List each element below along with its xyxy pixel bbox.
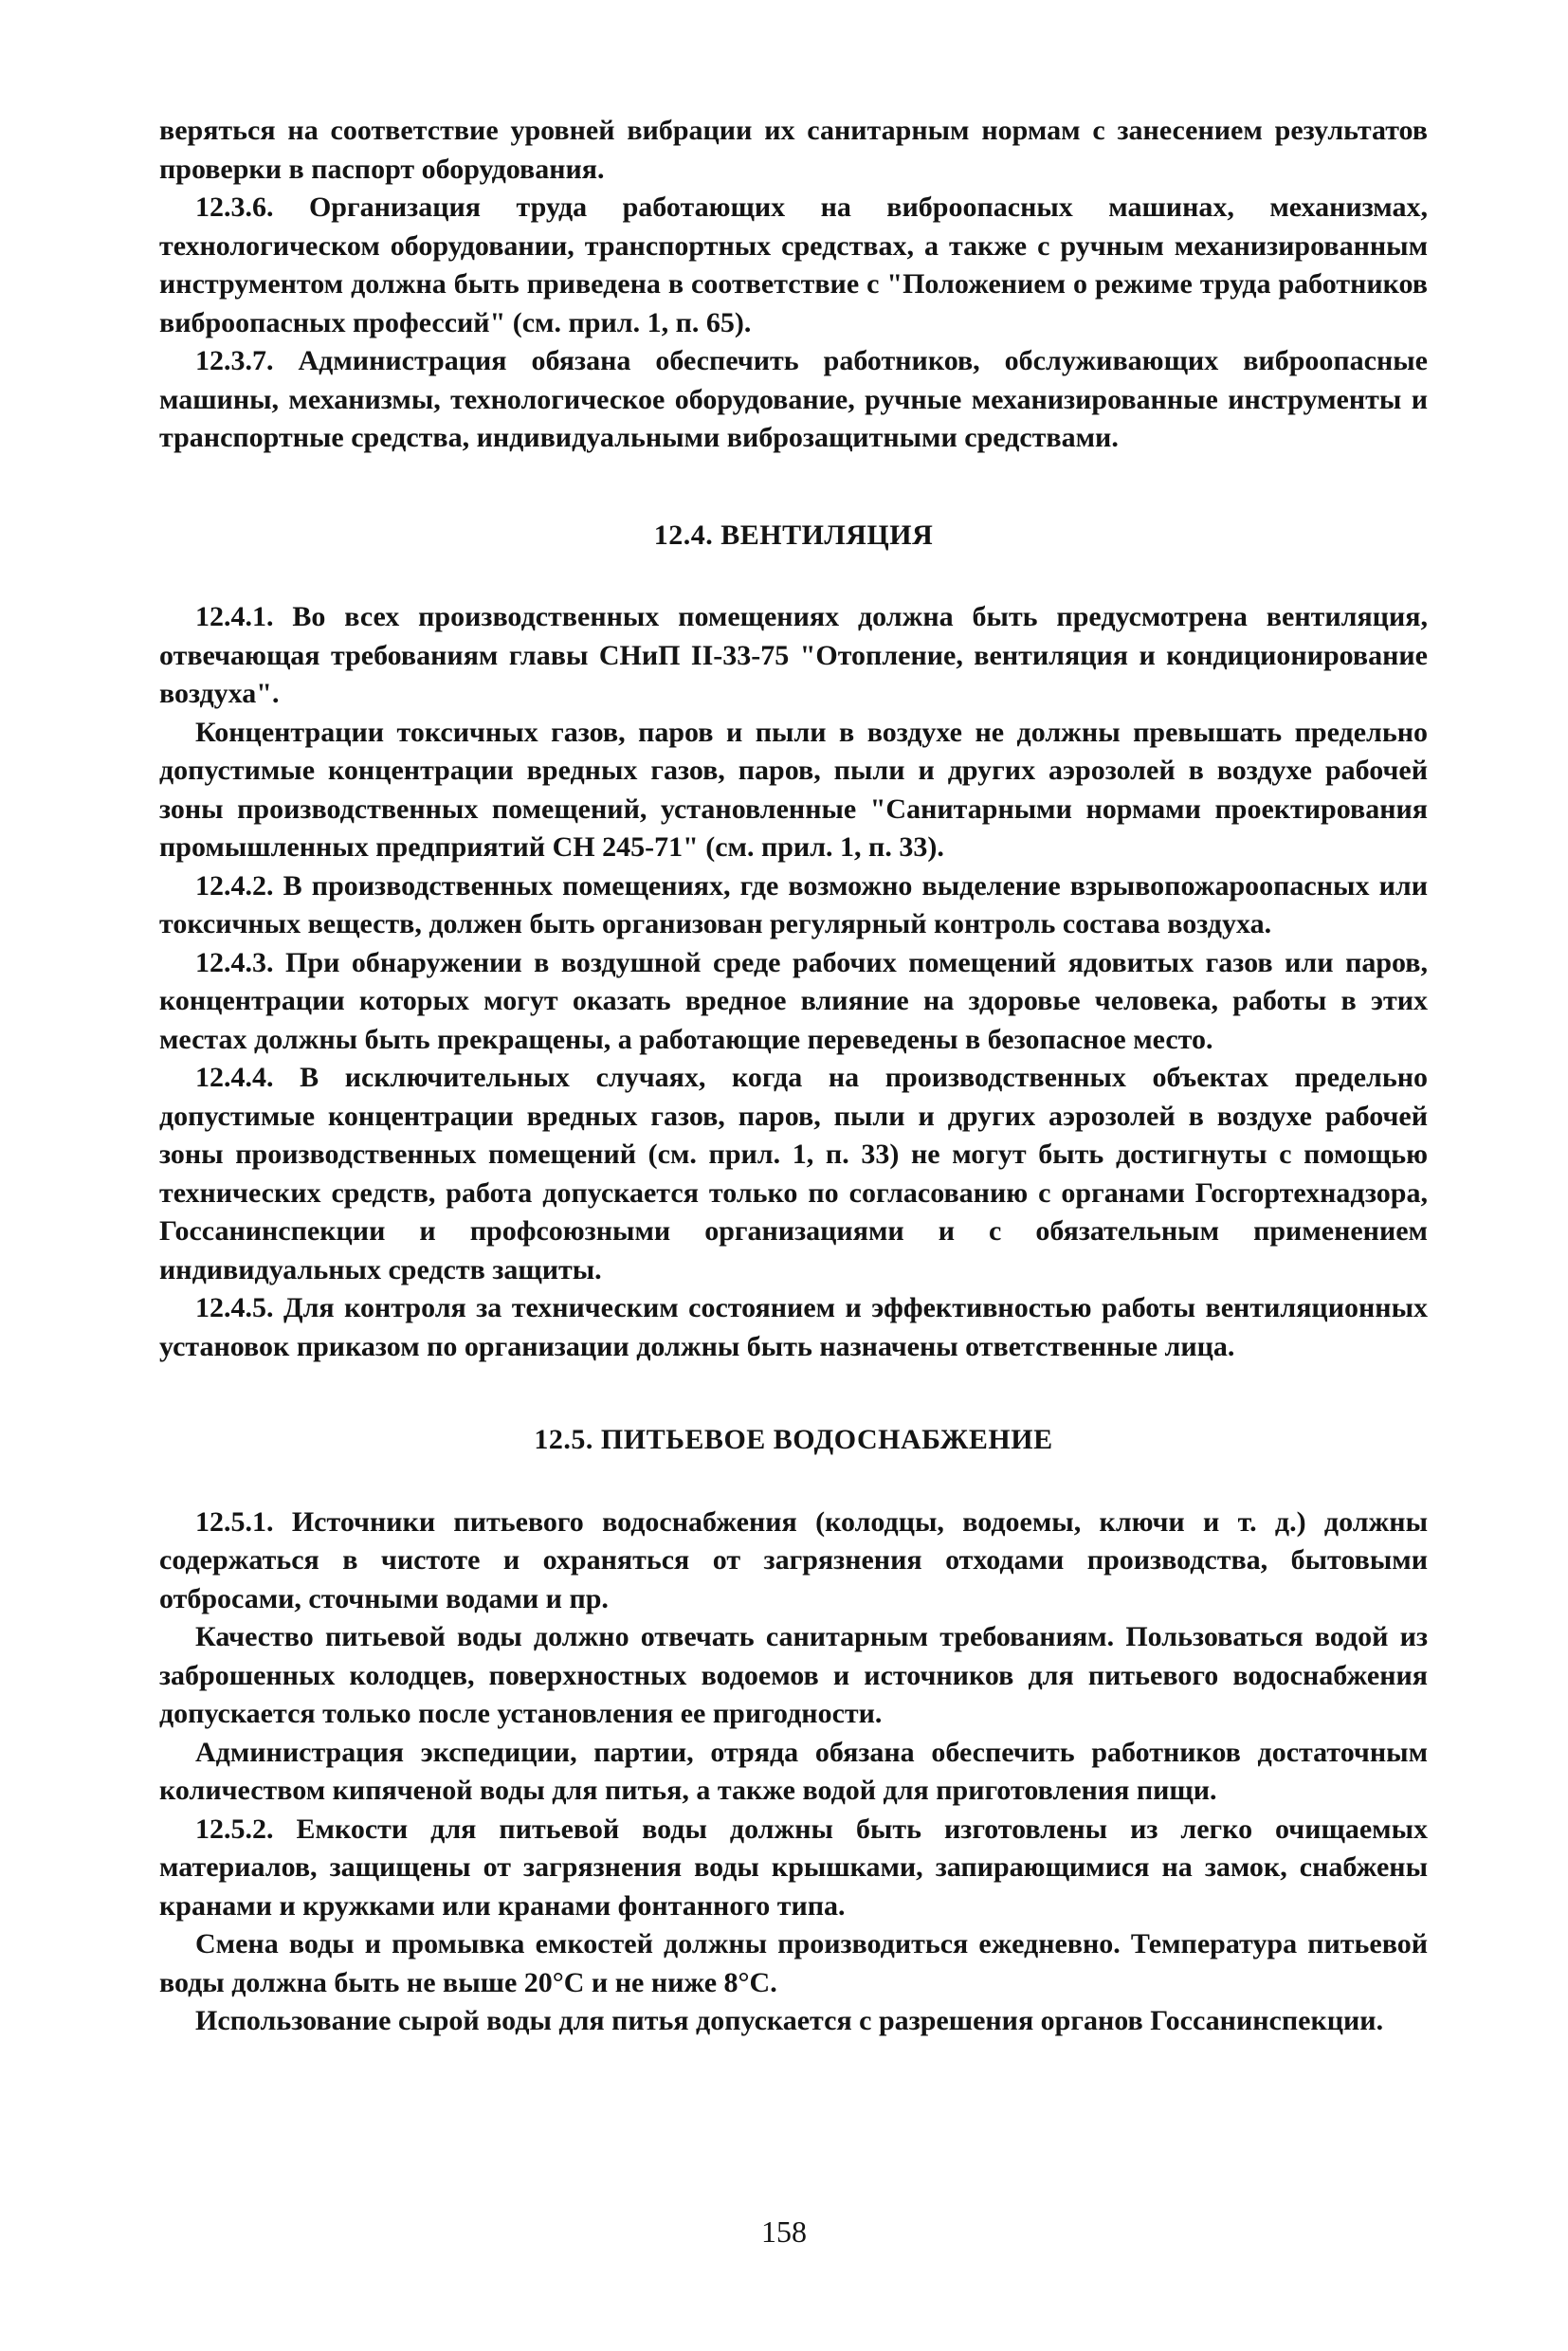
paragraph-12-5-1: 12.5.1. Источники питьевого водоснабжения (колодцы, водоемы, ключи и т. д.) должны содержаться в чистоте и охраняться от загрязнения отходами производства, бытовыми отбросами, сточными водами и пр. xyxy=(159,1505,1428,1614)
section-heading-ventilation: 12.4. ВЕНТИЛЯЦИЯ xyxy=(653,519,934,551)
page-number: 158 xyxy=(761,2214,807,2249)
paragraph-12-4-5: 12.4.5. Для контроля за техническим состоянием и эффективностью работы вентиляционных установок приказом по организации должны быть назначены ответственные лица. xyxy=(159,1292,1428,1362)
paragraph-water-quality: Качество питьевой воды должно отвечать санитарным требованиям. Пользоваться водой из заброшенных колодцев, поверхностных водоемов и источников для питьевого водоснабжения допускается только после установления ее пригодности. xyxy=(159,1621,1428,1729)
paragraph-12-4-4: 12.4.4. В исключительных случаях, когда на производственных объектах предельно допустимые концентрации вредных газов, паров, пыли и других аэрозолей в воздухе рабочей зоны производственных помещений (см. прил. 1, п. 33) не могут быть достигнуты с помощью технических средств, работа допускается только по согласованию с органами Госгортехнадзора, Госсанинспекции и профсоюзными организациями и с обязательным применением индивидуальных средств защиты. xyxy=(159,1062,1428,1285)
paragraph-12-3-6: 12.3.6. Организация труда работающих на виброопасных машинах, механизмах, технологическом оборудовании, транспортных средствах, а также с ручным механизированным инструментом должна быть приведена в соответствие с "Положением о режиме труда работников виброопасных профессий" (см. прил. 1, п. 65). xyxy=(159,191,1428,338)
paragraph-water-change: Смена воды и промывка емкостей должны производиться ежедневно. Температура питьевой воды должна быть не выше 20°С и не ниже 8°С. xyxy=(159,1928,1428,1998)
paragraph-administration: Администрация экспедиции, партии, отряда обязана обеспечить работников достаточным количеством кипяченой воды для питья, а также водой для приготовления пищи. xyxy=(159,1736,1428,1806)
intro-continuation: веряться на соответствие уровней вибрации их санитарным нормам с занесением результатов проверки в паспорт оборудования. xyxy=(159,115,1428,185)
page-body xyxy=(159,112,1428,2041)
paragraph-12-4-3: 12.4.3. При обнаружении в воздушной среде рабочих помещений ядовитых газов или паров, концентрации которых могут оказать вредное влияние на здоровье человека, работы в этих местах должны быть прекращены, а работающие переведены в безопасное место. xyxy=(159,946,1428,1055)
paragraph-12-5-2: 12.5.2. Емкости для питьевой воды должны быть изготовлены из легко очищаемых материалов, защищены от загрязнения воды крышками, запирающимися на замок, снабжены кранами и кружками или кранами фонтанного типа. xyxy=(159,1813,1428,1922)
paragraph-raw-water: Использование сырой воды для питья допускается с разрешения органов Госсанинспекции. xyxy=(195,2005,1384,2036)
paragraph-12-3-7: 12.3.7. Администрация обязана обеспечить работников, обслуживающих виброопасные машины, механизмы, технологическое оборудование, ручные механизированные инструменты и транспортные средства, индивидуальными виброзащитными средствами. xyxy=(159,345,1428,453)
paragraph-12-4-2: 12.4.2. В производственных помещениях, где возможно выделение взрывопожароопасных или токсичных веществ, должен быть организован регулярный контроль состава воздуха. xyxy=(159,869,1428,939)
section-heading-drinking-water: 12.5. ПИТЬЕВОЕ ВОДОСНАБЖЕНИЕ xyxy=(534,1424,1053,1455)
paragraph-12-4-1: 12.4.1. Во всех производственных помещениях должна быть предусмотрена вентиляция, отвечающая требованиям главы СНиП II-33-75 "Отопление, вентиляция и кондиционирование воздуха". xyxy=(159,601,1428,709)
paragraph-concentrations: Концентрации токсичных газов, паров и пыли в воздухе не должны превышать предельно допустимые концентрации вредных газов, паров, пыли и других аэрозолей в воздухе рабочей зоны производственных помещений, установленные "Санитарными нормами проектирования промышленных предприятий СН 245-71" (см. прил. 1, п. 33). xyxy=(159,716,1428,863)
